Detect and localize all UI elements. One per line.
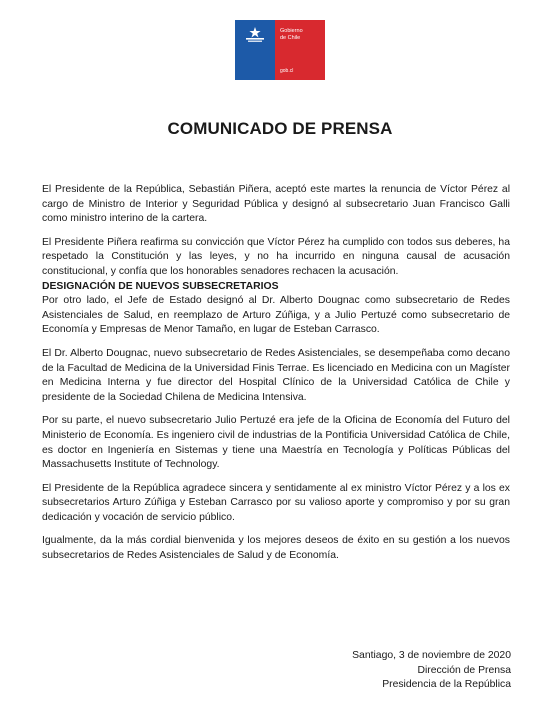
paragraph-designation-3: Por su parte, el nuevo subsecretario Julio Pertuzé era jefe de la Oficina de Economía del Futuro del Ministerio de Economía. Es ingeniero civil de industrias de la Pontificia Universidad Católica de Chile, es doctor en Ingeniería en Sistemas y tiene una Maestría en Tecnología y Políticas Públicas del Massachusetts Institute of Technology. xyxy=(42,415,510,471)
logo-text-line2: de Chile xyxy=(280,34,301,41)
chile-coat-of-arms-icon xyxy=(244,26,266,44)
signature-institution: Presidencia de la República xyxy=(382,679,511,691)
signature-office: Dirección de Prensa xyxy=(417,664,511,676)
paragraph-designation-1: Por otro lado, el Jefe de Estado designó al Dr. Alberto Dougnac como subsecretario de Redes Asistenciales de Salud, en reemplazo de Arturo Zúñiga, y a Julio Pertuzé como subsecretario de Economía y Empresas de Menor Tamaño, en lugar de Esteban Carrasco. xyxy=(42,295,510,336)
section-heading: DESIGNACIÓN DE NUEVOS SUBSECRETARIOS xyxy=(42,280,279,292)
logo-red-panel xyxy=(275,20,325,80)
paragraph-intro-2: El Presidente Piñera reafirma su convicción que Víctor Pérez ha cumplido con todos sus deberes, ha respetado la Constitución y las leyes, y no ha incurrido en ninguna causal de acusación constitucional, y confía que los honorables senadores rechacen la acusación. xyxy=(42,236,510,277)
gobierno-de-chile-logo xyxy=(235,20,325,80)
paragraph-designation-4: El Presidente de la República agradece sincera y sentidamente al ex ministro Víctor Pérez y a los ex subsecretarios Arturo Zúñiga y Esteban Carrasco por su valioso aporte y compromiso y por su gran dedicación y vocación de servicio público. xyxy=(42,482,510,523)
logo-url: gob.cl xyxy=(280,67,294,74)
signature-place-date: Santiago, 3 de noviembre de 2020 xyxy=(352,650,511,661)
paragraph-designation-2: El Dr. Alberto Dougnac, nuevo subsecretario de Redes Asistenciales, se desempeñaba como decano de la Facultad de Medicina de la Universidad Finis Terrae. Es licenciado en Medicina con un Magíster en Medicina Interna y fue director del Hospital Clínico de la Universidad Católica de Chile y presidente de la Sociedad Chilena de Medicina Intensiva. xyxy=(42,347,510,403)
document-body xyxy=(42,183,510,564)
document-title: COMUNICADO DE PRENSA xyxy=(167,119,393,138)
logo-blue-panel xyxy=(235,20,275,80)
paragraph-designation-5: Igualmente, da la más cordial bienvenida y los mejores deseos de éxito en su gestión a los nuevos subsecretarios de Redes Asistenciales de Salud y de Economía. xyxy=(42,535,510,562)
logo-text-line1: Gobierno xyxy=(280,28,303,34)
signature-block xyxy=(352,649,511,693)
paragraph-intro-1: El Presidente de la República, Sebastián Piñera, aceptó este martes la renuncia de Víctor Pérez al cargo de Ministro de Interior y Seguridad Pública y designó al subsecretario Juan Francisco Galli como ministro interino de la cartera. xyxy=(42,184,510,225)
